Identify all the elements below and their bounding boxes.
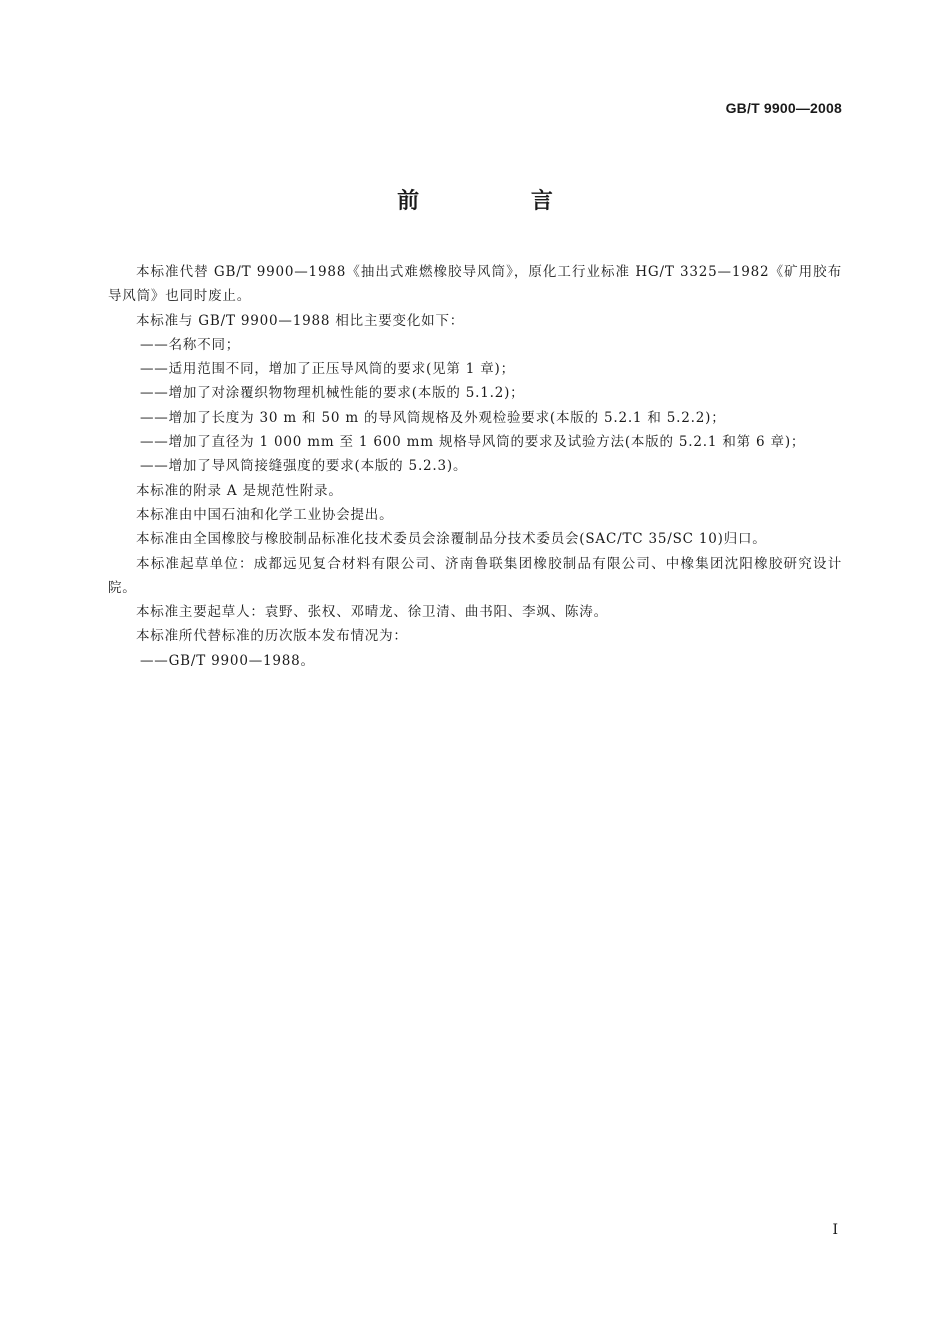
paragraph-proposer: 本标准由中国石油和化学工业协会提出。 <box>136 506 394 523</box>
list-item: ——适用范围不同，增加了正压导风筒的要求(见第 1 章)； <box>140 361 515 378</box>
paragraph-annex: 本标准的附录 A 是规范性附录。 <box>136 482 343 499</box>
list-item: ——增加了对涂覆织物物理机械性能的要求(本版的 5.1.2)； <box>140 385 525 402</box>
paragraph-committee: 本标准由全国橡胶与橡胶制品标准化技术委员会涂覆制品分技术委员会(SAC/TC 35/SC 10)归口。 <box>136 531 767 548</box>
foreword-body <box>108 260 842 673</box>
page-title: 前 言 <box>397 189 605 214</box>
list-item: ——增加了直径为 1 000 mm 至 1 600 mm 规格导风筒的要求及试验方法(本版的 5.2.1 和第 6 章)； <box>140 434 806 451</box>
page-number: I <box>832 1222 838 1238</box>
paragraph-drafters: 本标准主要起草人：袁野、张权、邓晴龙、徐卫清、曲书阳、李飒、陈涛。 <box>136 604 608 621</box>
list-item: ——增加了导风筒接缝强度的要求(本版的 5.2.3)。 <box>140 458 468 475</box>
paragraph-changes-intro: 本标准与 GB/T 9900—1988 相比主要变化如下： <box>136 312 465 329</box>
list-item: ——名称不同； <box>140 336 241 353</box>
paragraph-drafting-units: 本标准起草单位：成都远见复合材料有限公司、济南鲁联集团橡胶制品有限公司、中橡集团沈阳橡胶研究设计院。 <box>108 555 842 596</box>
list-item: ——增加了长度为 30 m 和 50 m 的导风筒规格及外观检验要求(本版的 5.2.1 和 5.2.2)； <box>140 409 726 426</box>
list-item: ——GB/T 9900—1988。 <box>140 652 315 669</box>
paragraph-replacement: 本标准代替 GB/T 9900—1988《抽出式难燃橡胶导风筒》，原化工行业标准 HG/T 3325—1982《矿用胶布导风筒》也同时废止。 <box>108 264 842 305</box>
paragraph-history-intro: 本标准所代替标准的历次版本发布情况为： <box>136 628 408 645</box>
standard-code: GB/T 9900—2008 <box>725 100 842 116</box>
